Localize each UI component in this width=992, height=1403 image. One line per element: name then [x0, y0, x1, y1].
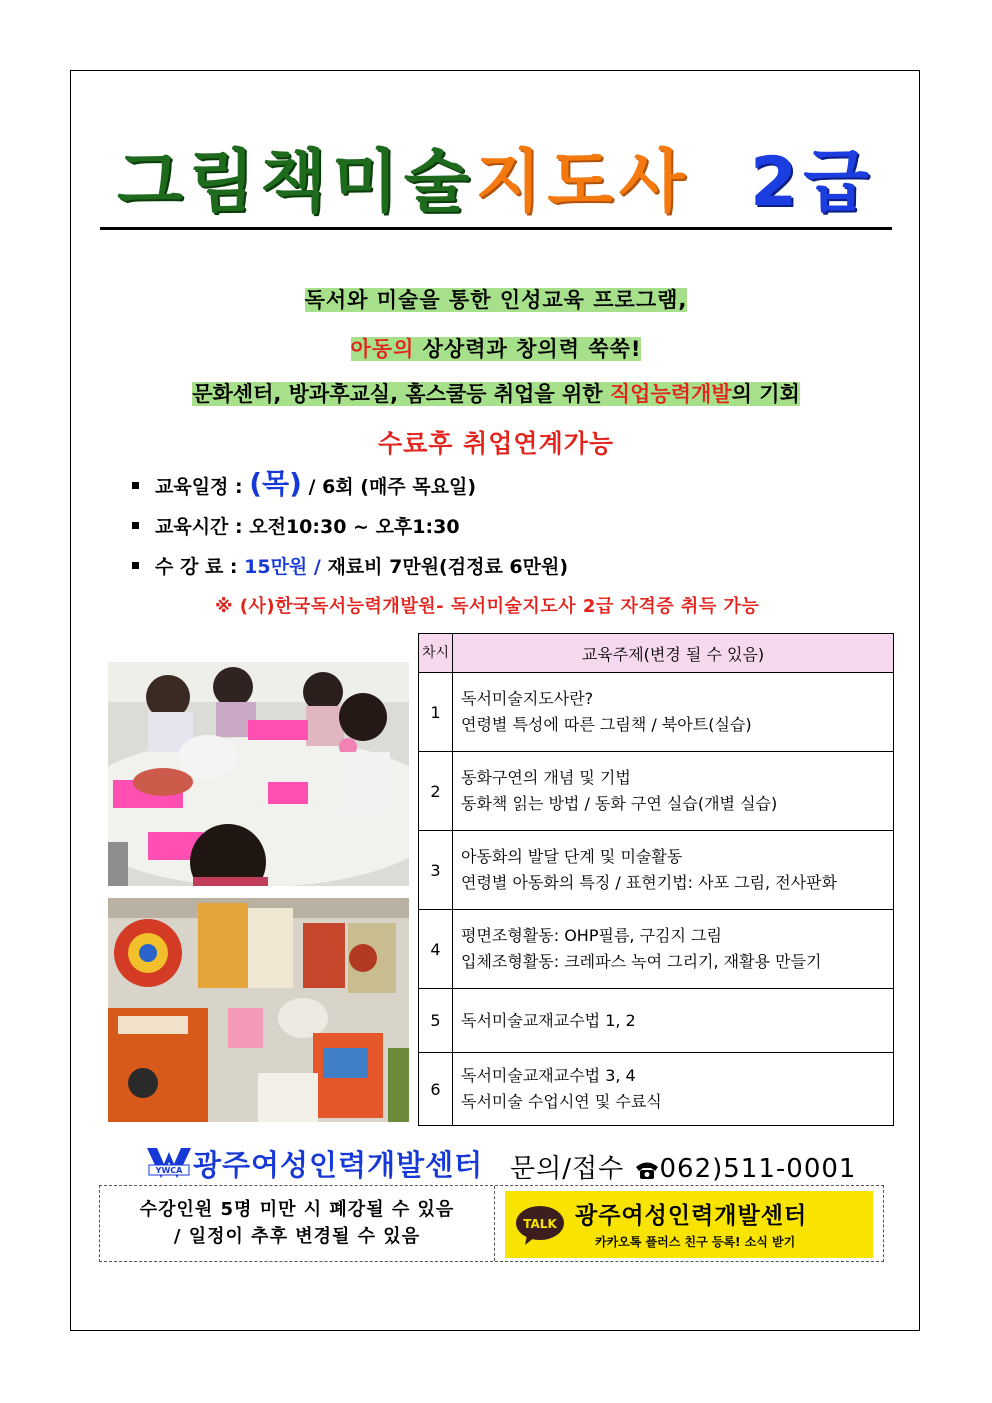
kakao-talk-icon [515, 1205, 565, 1245]
table-row: 2 동화구연의 개념 및 기법 동화책 읽는 방법 / 동화 구연 실습(개별 실습) [419, 752, 894, 831]
table-row: 3 아동화의 발달 단계 및 미술활동 연령별 아동화의 특징 / 표현기법: 사포 그림, 전사판화 [419, 831, 894, 910]
header-session: 차시 [419, 634, 453, 673]
info-fee: 수 강 료 : 15만원 / 재료비 7만원(검정료 6만원) [132, 552, 568, 579]
header-topic: 교육주제(변경 될 수 있음) [453, 634, 894, 673]
ywca-logo-icon [145, 1148, 193, 1178]
class-photo-children [108, 662, 409, 886]
svg-text:YWCA: YWCA [155, 1166, 183, 1175]
title-part-blue: 2급 [749, 143, 875, 222]
table-row: 5 독서미술교재교수법 1, 2 [419, 989, 894, 1053]
phone-number[interactable]: 062)511-0001 [659, 1154, 857, 1184]
info-time: 교육시간 : 오전10:30 ~ 오후1:30 [132, 512, 460, 539]
class-photo-books [108, 898, 409, 1122]
kakao-subtitle: 카카오톡 플러스 친구 등록! 소식 받기 [595, 1235, 796, 1249]
intro-line-4: 수료후 취업연계가능 [377, 429, 615, 458]
intro-line-3-a: 문화센터, 방과후교실, 홈스쿨등 취업을 위한 [192, 382, 610, 406]
enrollment-notice: 수강인원 5명 미만 시 폐강될 수 있음 / 일정이 추후 변경될 수 있음 [100, 1186, 495, 1261]
intro-line-2 [0, 333, 992, 363]
kakao-channel-name: 광주여성인력개발센터 [575, 1203, 808, 1229]
page-title [100, 142, 892, 230]
title-part-green: 그림책미술 [117, 143, 476, 222]
contact-info: 문의/접수 062)511-0001 [510, 1154, 857, 1184]
table-row: 6 독서미술교재교수법 3, 4 독서미술 수업시연 및 수료식 [419, 1053, 894, 1126]
phone-icon [634, 1160, 660, 1180]
fee-value: 15만원 / [244, 556, 321, 578]
info-schedule: 교육일정 : (목) / 6회 (매주 목요일) [132, 462, 476, 502]
table-row: 1 독서미술지도사란? 연령별 특성에 따른 그림책 / 북아트(실습) [419, 673, 894, 752]
bullet-icon [132, 562, 139, 569]
table-header-row [419, 634, 894, 673]
bullet-icon [132, 522, 139, 529]
intro-line-1 [0, 284, 992, 314]
curriculum-table [418, 633, 894, 1126]
certificate-note: ※ (사)한국독서능력개발원- 독서미술지도사 2급 자격증 취득 가능 [215, 596, 760, 617]
center-name: 광주여성인력개발센터 [193, 1148, 484, 1182]
title-part-orange: 지도사 [475, 143, 691, 222]
bullet-icon [132, 482, 139, 489]
intro-line-3-b: 의 기회 [731, 382, 800, 406]
kakao-banner[interactable] [505, 1191, 873, 1258]
footer-box [99, 1185, 884, 1262]
intro-line-1-text: 독서와 미술을 통한 인성교육 프로그램, [304, 288, 688, 312]
intro-line-2-text: 상상력과 창의력 쑥쑥! [414, 337, 642, 361]
intro-line-3-red: 직업능력개발 [609, 382, 732, 406]
intro-line-3 [0, 378, 992, 408]
table-row: 4 평면조형활동: OHP필름, 구김지 그림 입체조형활동: 크레파스 녹여 그리기, 재활용 만들기 [419, 910, 894, 989]
intro-line-2-red: 아동의 [350, 337, 415, 361]
schedule-day: (목) [249, 467, 302, 500]
svg-text:TALK: TALK [523, 1217, 557, 1231]
